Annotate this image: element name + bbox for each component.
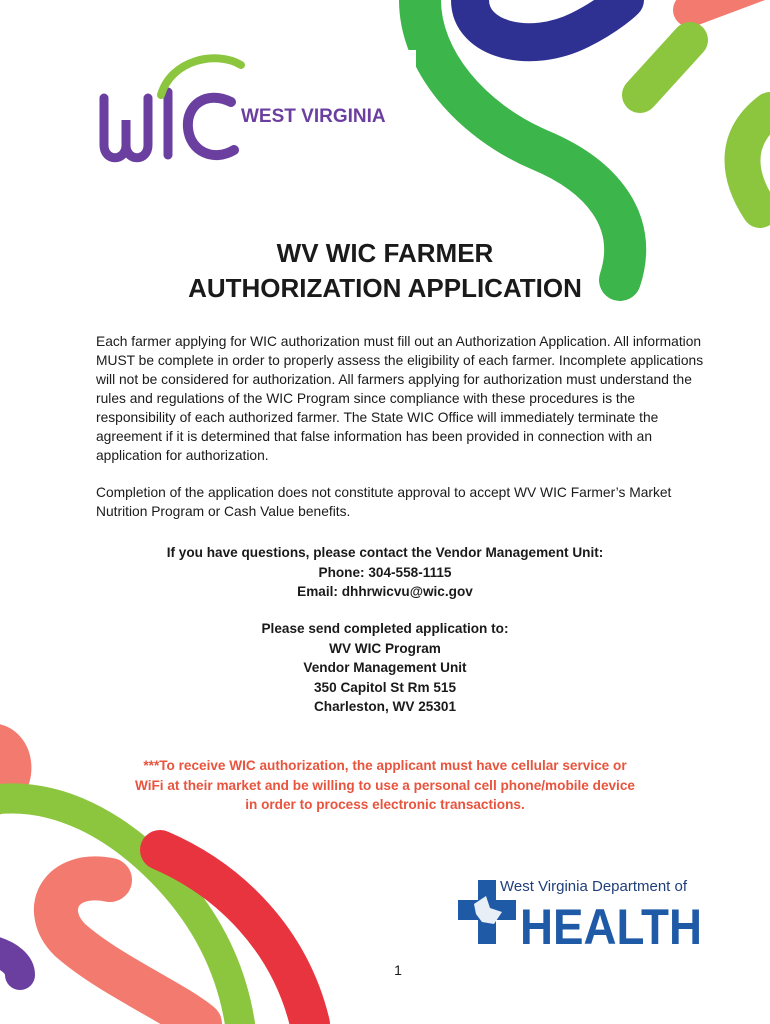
page-title (0, 236, 770, 306)
title-line-2: AUTHORIZATION APPLICATION (188, 273, 582, 303)
wic-west-virginia-logo (96, 50, 416, 176)
notice-line-2: WiFi at their market and be willing to use a personal cell phone/mobile device (135, 777, 635, 793)
mailing-line-3: 350 Capitol St Rm 515 (313, 679, 457, 695)
lime-swoosh (743, 110, 770, 210)
notice-line-1: ***To receive WIC authorization, the applicant must have cellular service or (143, 758, 627, 773)
doh-line-1: West Virginia Department of (500, 878, 688, 895)
contact-heading: If you have questions, please contact the Vendor Management Unit: (166, 545, 604, 560)
mailing-line-2: Vendor Management Unit (303, 660, 467, 675)
completion-paragraph: Completion of the application does not constitute approval to accept WV WIC Farmer’s Market Nutrition Program or Cash Value benefits. (96, 485, 672, 519)
navy-swoosh (470, 0, 625, 42)
mailing-line-1: WV WIC Program (329, 640, 441, 656)
contact-email: Email: dhhrwicvu@wic.gov (297, 584, 473, 599)
connectivity-notice (0, 756, 770, 815)
contact-phone: Phone: 304-558-1115 (318, 564, 452, 580)
doh-line-2: HEALTH (520, 899, 702, 952)
contact-block (0, 543, 770, 602)
notice-line-3: in order to process electronic transactions. (245, 797, 525, 812)
mailing-address-block (0, 619, 770, 717)
mailing-heading: Please send completed application to: (261, 621, 509, 636)
state-text: WEST VIRGINIA (241, 106, 386, 127)
wv-department-of-health-logo (456, 874, 706, 952)
coral-swoosh-top (690, 0, 770, 10)
lime-swoosh-2 (640, 40, 690, 95)
mailing-line-4: Charleston, WV 25301 (313, 699, 457, 714)
title-line-1: WV WIC FARMER (276, 238, 494, 268)
page-number: 1 (394, 962, 402, 978)
intro-paragraph: Each farmer applying for WIC authorization must fill out an Authorization Application. All information MUST be complete in order to properly assess the eligibility of each farmer. Incomplete applications will not be considered for authorization. All farmers applying for authorization must understand the rules and regulations of the WIC Program since compliance with these procedures is the responsibility of each authorized farmer. The State WIC Office will immediately terminate the agreement if it is determined that false information has been provided in connection with an application for authorization. (96, 334, 704, 463)
